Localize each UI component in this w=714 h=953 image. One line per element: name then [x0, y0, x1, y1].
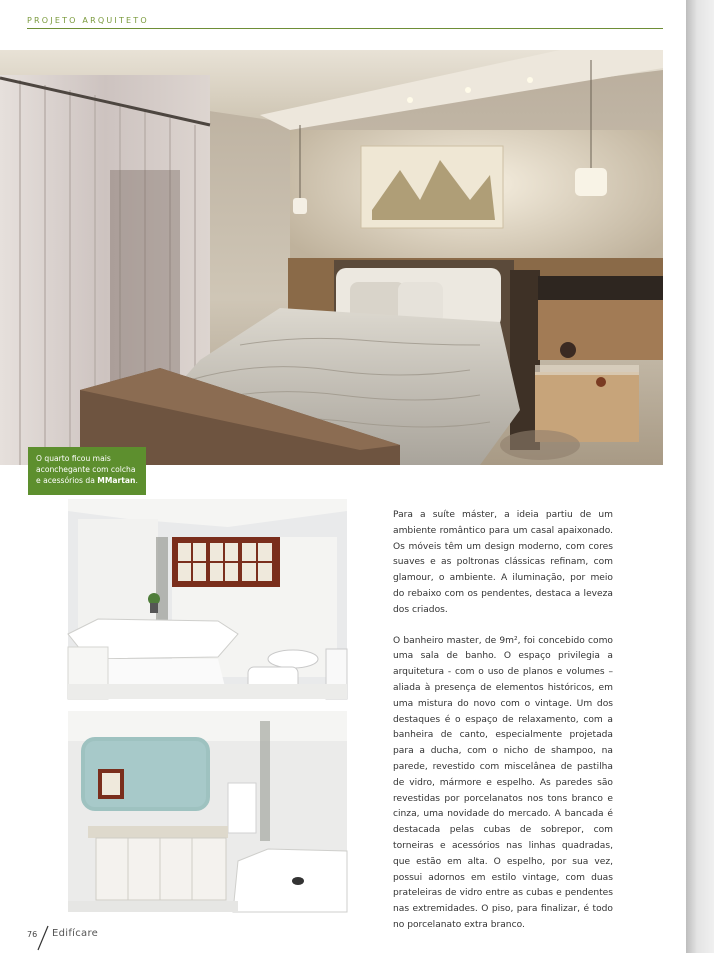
article-paragraph-1: Para a suíte máster, a ideia partiu de um ambiente romântico para um casal apaixonado. Os móveis têm um design moderno, com cores suaves e as poltronas clássicas refinam, com glamour, o ambiente. A iluminação, por meio do rebaixo com os pendentes, destaca a leveza dos criados. [393, 510, 613, 615]
photo-caption [28, 447, 146, 495]
magazine-logo: Edifícare [52, 928, 99, 939]
bedroom-illustration [0, 50, 663, 465]
caption-text: O quarto ficou mais aconchegante com colcha e acessórios da [36, 454, 136, 485]
article-paragraph-2: O banheiro master, de 9m², foi concebido como uma sala de banho. O espaço privilegia a arquitetura - com o uso de planos e volumes – aliada à presença de elementos históricos, em uma mistura do novo com o vintage. Um dos destaques é o espaço de relaxamento, com a banheira de canto, especialmente projetada para a ducha, com o nicho de shampoo, na parede, revestido com miscelânea de pastilha de vidro, mármore e espelho. As paredes são revestidas por porcelanatos nos tons branco e cinza, uma novidade do mercado. A bancada é destacada pelas cubas de sobrepor, com torneiras e acessórios nas linhas quadradas, que estão em alta. O espelho, por sua vez, possui adornos em estilo vintage, com duas prateleiras de vidro entre as cubas e pendentes nas extremidades. O piso, para finalizar, é todo no porcelanato extra branco. [393, 635, 613, 930]
page-number: 76 [27, 930, 38, 939]
header-rule [27, 28, 663, 29]
footer-slash-icon [36, 925, 50, 951]
page-edge-shadow [686, 0, 714, 953]
caption-end: . [135, 476, 138, 485]
article-body [393, 508, 613, 949]
bathroom-vanity-photo [68, 711, 347, 912]
caption-brand: MMartan [97, 476, 136, 485]
vanity-illustration [68, 711, 347, 912]
bedroom-photo [0, 50, 663, 485]
section-label: PROJETO ARQUITETO [27, 16, 149, 25]
bathtub-illustration [68, 499, 347, 699]
bathroom-bathtub-photo [68, 499, 347, 699]
